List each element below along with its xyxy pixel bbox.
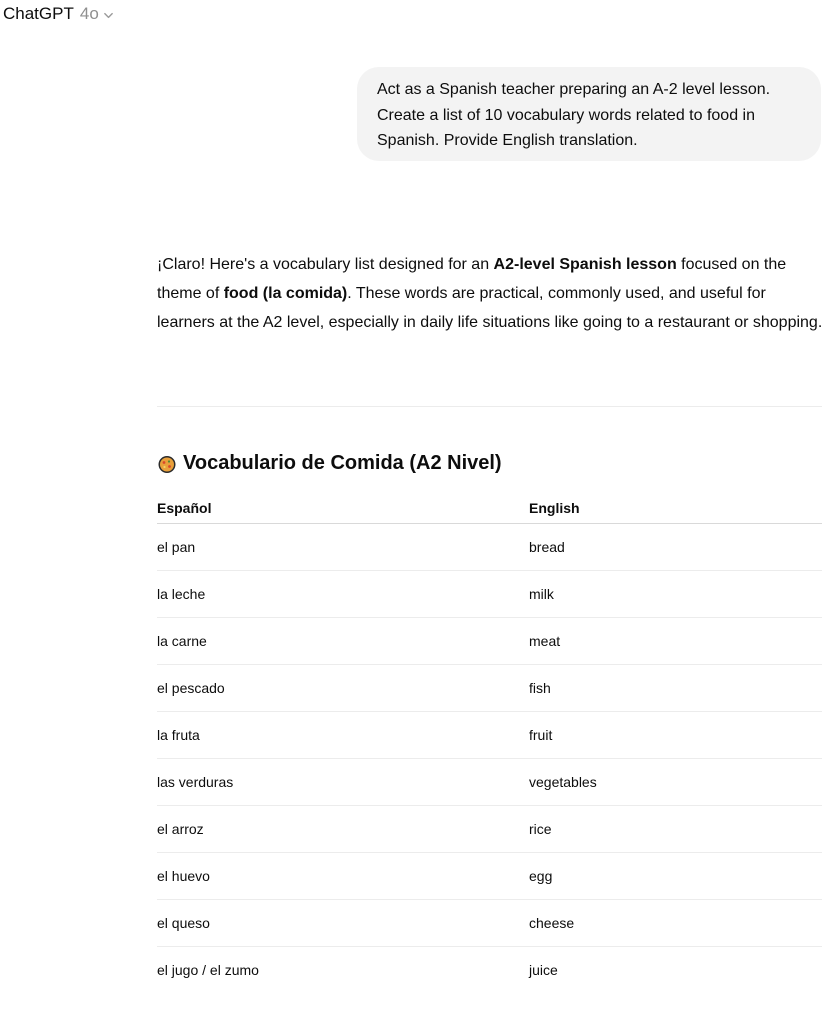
english-cell: cheese	[529, 900, 822, 947]
english-cell: rice	[529, 806, 822, 853]
spanish-cell: el arroz	[157, 806, 529, 853]
intro-text-1: ¡Claro! Here's a vocabulary list designed for an	[157, 256, 494, 273]
table-row	[157, 853, 822, 900]
table-row	[157, 571, 822, 618]
table-row	[157, 806, 822, 853]
intro-text-2: focused on the theme of	[157, 256, 787, 302]
table-header-row	[157, 493, 822, 524]
english-cell: milk	[529, 571, 822, 618]
chevron-down-icon	[103, 10, 114, 21]
vocabulary-table	[157, 493, 822, 993]
paella-icon	[157, 454, 177, 474]
english-cell: fruit	[529, 712, 822, 759]
table-row	[157, 665, 822, 712]
intro-bold-1: A2-level Spanish lesson	[493, 256, 677, 273]
spanish-cell: el pan	[157, 524, 529, 571]
section-heading	[157, 452, 502, 475]
model-name: 4o	[79, 4, 99, 23]
table-row	[157, 759, 822, 806]
spanish-cell: el huevo	[157, 853, 529, 900]
spanish-cell: la leche	[157, 571, 529, 618]
table-row	[157, 712, 822, 759]
spanish-cell: la fruta	[157, 712, 529, 759]
user-message-text: Act as a Spanish teacher preparing an A-2 level lesson. Create a list of 10 vocabulary words related to food in Spanish. Provide English translation.	[377, 81, 771, 149]
table-row	[157, 618, 822, 665]
english-cell: fish	[529, 665, 822, 712]
english-cell: egg	[529, 853, 822, 900]
spanish-cell: las verduras	[157, 759, 529, 806]
english-cell: juice	[529, 962, 558, 978]
spanish-cell: el pescado	[157, 665, 529, 712]
english-cell: vegetables	[529, 759, 822, 806]
spanish-cell: el queso	[157, 900, 529, 947]
spanish-cell: la carne	[157, 618, 529, 665]
column-header-spanish: Español	[157, 493, 529, 524]
intro-text-3: . These words are practical, commonly used, and useful for learners at the A2 level, especially in daily life situations like going to a restaurant or shopping.	[157, 285, 823, 331]
divider	[157, 406, 822, 407]
table-row	[157, 524, 822, 571]
model-selector[interactable]	[3, 2, 114, 26]
spanish-cell: el jugo / el zumo	[157, 962, 259, 978]
english-cell: meat	[529, 618, 822, 665]
user-message-bubble	[357, 67, 821, 161]
app-name: ChatGPT	[3, 4, 74, 23]
intro-bold-2: food (la comida)	[223, 285, 348, 302]
assistant-intro-paragraph	[157, 250, 825, 337]
table-row	[157, 947, 822, 994]
column-header-english: English	[529, 493, 822, 524]
english-cell: bread	[529, 524, 822, 571]
section-heading-text: Vocabulario de Comida (A2 Nivel)	[183, 452, 502, 474]
table-row	[157, 900, 822, 947]
